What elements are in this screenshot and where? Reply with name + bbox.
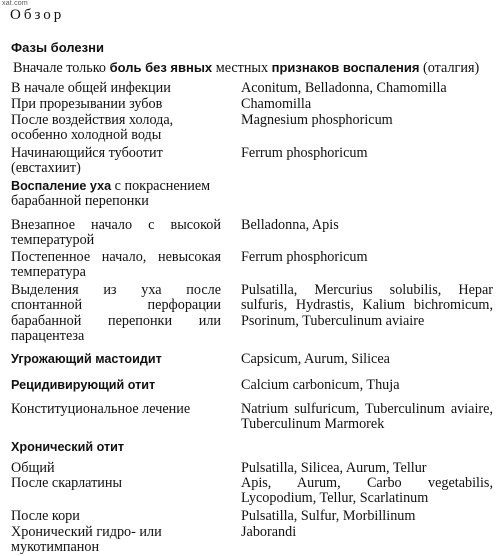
intro-bold-1: боль без явных — [109, 60, 213, 75]
watermark: xat.com — [2, 0, 28, 7]
row-remedies: Jaborandi — [241, 524, 297, 540]
section-title-mastoiditis: Угрожающий мастоидит — [11, 352, 162, 366]
section-title-phases: Фазы болезни — [11, 40, 104, 55]
section-title-chronic-otitis: Хронический отит — [11, 440, 125, 454]
section-title-recurrent-otitis: Рецидивирующий отит — [11, 378, 156, 392]
intro-bold-2: признаков воспаления — [271, 60, 420, 75]
page-heading: Обзор — [10, 7, 65, 23]
row-condition: Общий — [11, 460, 55, 476]
row-condition: В начале общей инфекции — [11, 80, 171, 96]
row-condition: После воздействия холода, особенно холодной воды — [11, 112, 174, 144]
row-condition: Хронический гидро- или мукотимпанон — [11, 524, 162, 556]
row-remedies: Ferrum phosphoricum — [241, 249, 368, 265]
section-subtitle: с покраснением барабанной перепонки — [11, 178, 211, 210]
row-remedies: Pulsatilla, Mercurius solubilis, Hepar sulfuris, Hydrastis, Kalium bichromicum, Psorinum, Tuberculinum aviaire — [241, 282, 493, 329]
row-condition: При прорезывании зубов — [11, 96, 163, 112]
row-condition: Конституциональное лечение — [11, 401, 191, 417]
row-remedies: Pulsatilla, Sulfur, Morbillinum — [241, 508, 416, 524]
phases-intro — [13, 60, 479, 77]
row-condition: Выделения из уха после спонтанной перфорации барабанной перепонки или парацентеза — [11, 282, 221, 345]
row-condition: После скарлатины — [11, 475, 123, 491]
intro-text-3: (оталгия) — [419, 60, 480, 76]
section-title-ear-inflammation: Воспаление уха — [11, 179, 112, 193]
row-remedies: Calcium carbonicum, Thuja — [241, 377, 400, 393]
row-condition: Начинающийся тубоотит (евстахиит) — [11, 145, 163, 177]
row-condition: После кори — [11, 508, 80, 524]
row-condition: Постепенное начало, невысокая температура — [11, 249, 221, 281]
row-remedies: Ferrum phosphoricum — [241, 145, 368, 161]
row-remedies: Pulsatilla, Silicea, Aurum, Tellur — [241, 460, 427, 476]
row-remedies: Natrium sulfuricum, Tuberculinum aviaire, Tuberculinum Marmorek — [241, 401, 493, 433]
intro-text-1: Вначале только — [13, 60, 110, 76]
row-condition: Внезапное начало с высокой температурой — [11, 217, 221, 249]
intro-text-2: местных — [212, 60, 272, 76]
row-remedies: Apis, Aurum, Carbo vegetabilis, Lycopodium, Tellur, Scarlatinum — [241, 475, 493, 507]
row-remedies: Capsicum, Aurum, Silicea — [241, 351, 390, 367]
row-remedies: Magnesium phosphoricum — [241, 112, 393, 128]
row-remedies: Chamomilla — [241, 96, 312, 112]
section-ear-inflammation — [11, 179, 216, 210]
row-remedies: Aconitum, Belladonna, Chamomilla — [241, 80, 447, 96]
row-remedies: Belladonna, Apis — [241, 217, 339, 233]
